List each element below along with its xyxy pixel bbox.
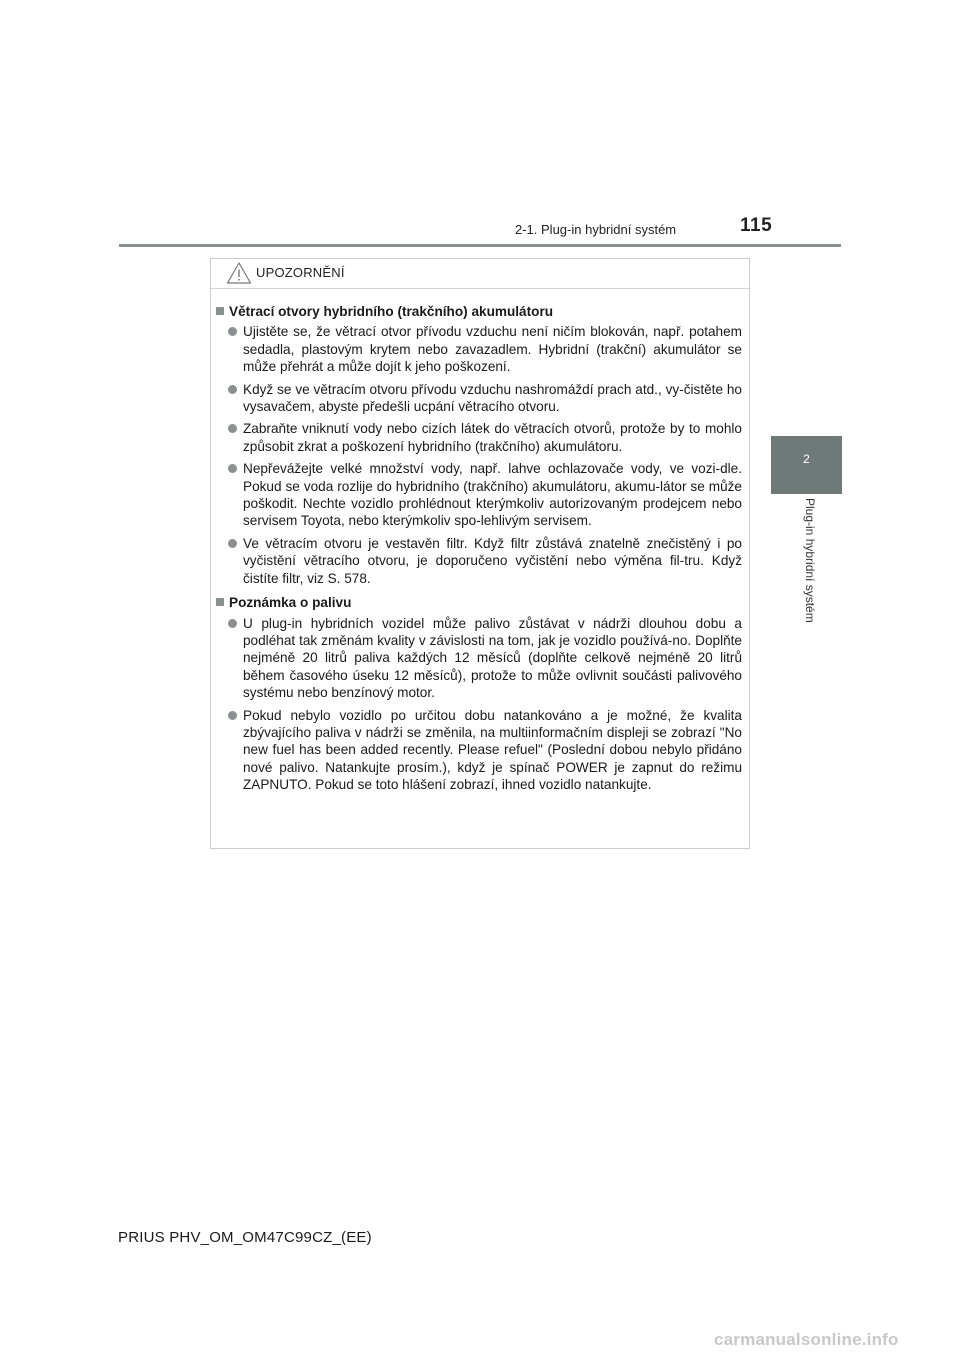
list-item	[228, 323, 742, 375]
list-item-text: Ujistěte se, že větrací otvor přívodu vzduchu není ničím blokován, např. potahem sedadla, plastovým krytem nebo zavazadlem. Hybridní (trakční) akumulátor se může přehrát a může dojít k jeho poškození.	[243, 324, 742, 375]
warning-triangle-icon	[226, 261, 252, 285]
chapter-side-strip	[771, 498, 842, 668]
list-item-text: Pokud nebylo vozidlo po určitou dobu natankováno a je možné, že kvalita zbývajícího paliva v nádrži se změnila, na multiinformačním displeji se zobrazí "No new fuel has been added recently. Please refuel" (Poslední dobou nebylo přidáno nové palivo. Natankujte prosím.), když je spínač POWER je zapnut do režimu ZAPNUTO. Pokud se toto hlášení zobrazí, ihned vozidlo natankujte.	[243, 707, 742, 793]
chapter-side-label: Plug-in hybridní systém	[803, 498, 817, 623]
round-bullet-icon	[228, 464, 237, 473]
section-heading-fuel	[216, 594, 742, 611]
round-bullet-icon	[228, 424, 237, 433]
list-item-text: Když se ve větracím otvoru přívodu vzduchu nashromáždí prach atd., vy-čistěte ho vysavačem, abyste předešli ucpání větracího otvoru.	[243, 381, 742, 415]
section-heading-text: Poznámka o palivu	[229, 595, 352, 611]
section-heading-vents	[216, 303, 742, 320]
page-number: 115	[740, 215, 773, 236]
list-item-text: U plug-in hybridních vozidel může palivo zůstávat v nádrži dlouhou dobu a podléhat tak změnám kvality v závislosti na tom, jak je vozidlo používá-no. Doplňte nejméně 20 litrů paliva každých 12 měsíců (doplňte celkově nejméně 20 litrů během časového úseku 12 měsíců), protože to může ovlivnit součásti palivového systému nebo benzínový motor.	[243, 615, 742, 701]
round-bullet-icon	[228, 539, 237, 548]
list-item	[228, 615, 742, 702]
section-title: 2-1. Plug-in hybridní systém	[515, 222, 677, 237]
watermark: carmanualsonline.info	[714, 1330, 899, 1349]
list-item	[228, 707, 742, 794]
header-rule	[119, 244, 841, 247]
round-bullet-icon	[228, 711, 237, 720]
document-code: PRIUS PHV_OM_OM47C99CZ_(EE)	[118, 1229, 372, 1246]
list-item-text: Ve větracím otvoru je vestavěn filtr. Když filtr zůstává znatelně znečistěný i po vyčistění větracího otvoru, je doporučeno vyčistění nebo výměna fil-tru. Když čistíte filtr, viz S. 578.	[243, 535, 742, 586]
section-heading-text: Větrací otvory hybridního (trakčního) akumulátoru	[229, 304, 554, 319]
list-item	[228, 420, 742, 455]
warning-header	[211, 259, 749, 289]
list-item-text: Nepřevážejte velké množství vody, např. lahve ochlazovače vody, ve vozi-dle. Pokud se voda rozlije do hybridního (trakčního) akumulátoru, akumu-látor se může poškodit. Nechte vozidlo prohlédnout kterýmkoliv autorizovaným prodejcem nebo servisem Toyota, nebo kterýmkoliv spo-lehlivým servisem.	[243, 461, 742, 529]
warning-box	[210, 258, 750, 849]
square-bullet-icon	[216, 598, 224, 606]
list-item	[228, 535, 742, 587]
warning-body	[211, 289, 749, 794]
warning-title: UPOZORNĚNÍ	[256, 265, 345, 280]
list-item	[228, 460, 742, 530]
square-bullet-icon	[216, 307, 224, 315]
round-bullet-icon	[228, 327, 237, 336]
list-item	[228, 381, 742, 416]
round-bullet-icon	[228, 385, 237, 394]
chapter-tab: 2	[771, 436, 842, 494]
list-item-text: Zabraňte vniknutí vody nebo cizích látek do větracích otvorů, protože by to mohlo způsobit zkrat a poškození hybridního (trakčního) akumulátoru.	[243, 421, 742, 454]
round-bullet-icon	[228, 619, 237, 628]
